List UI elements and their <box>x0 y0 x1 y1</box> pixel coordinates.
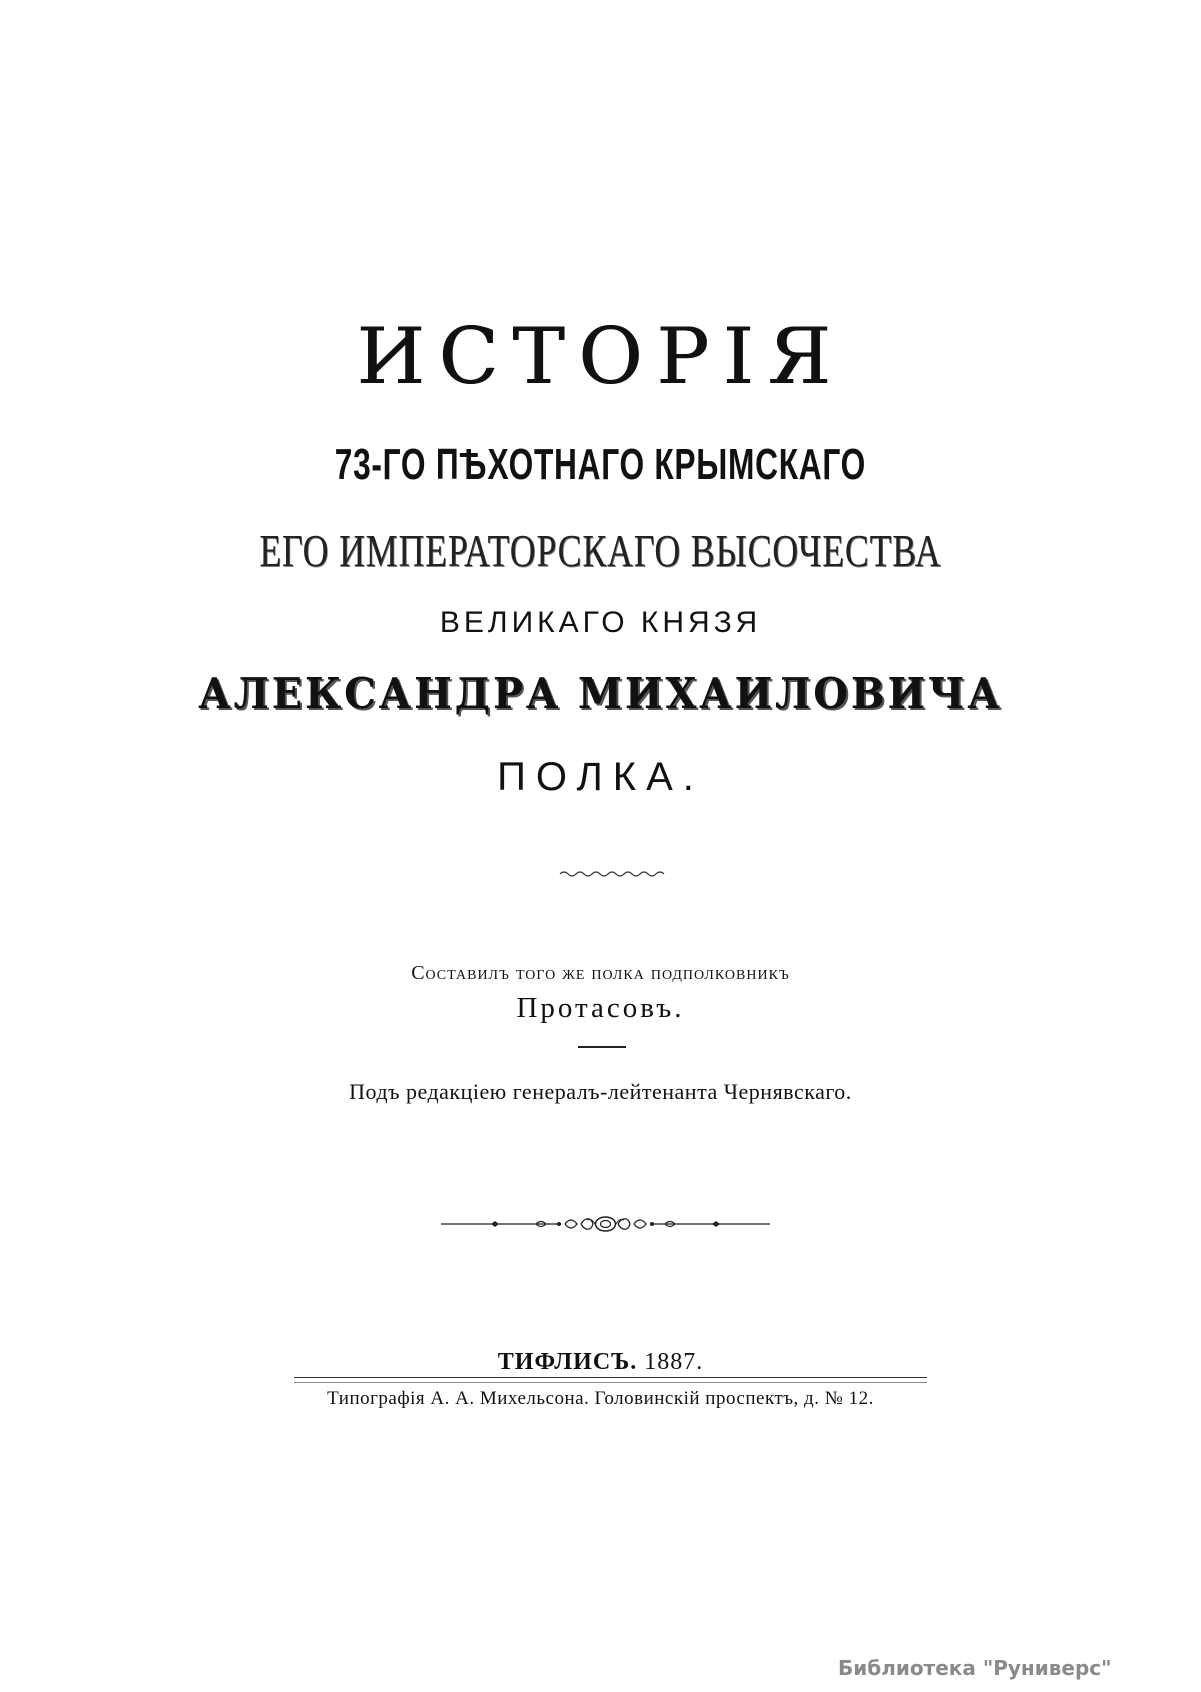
title-regiment: ПОЛКА. <box>497 755 704 799</box>
title-patron-rank: ЕГО ИМПЕРАТОРСКАГО ВЫСОЧЕСТВА <box>259 525 942 576</box>
imprint-city-year <box>0 1350 1201 1374</box>
author-name: Протасовъ. <box>516 992 685 1024</box>
small-ornament-icon <box>558 868 666 878</box>
title-grand-duke: ВЕЛИКАГО КНЯЗЯ <box>439 606 762 639</box>
author-intro: Составилъ того же полка подполковникъ <box>411 962 790 984</box>
title-main: ИСТОРІЯ <box>356 312 845 402</box>
title-patron-name: АЛЕКСАНДРА МИХАИЛОВИЧА <box>198 669 1003 718</box>
decorative-rule-icon <box>441 1214 770 1234</box>
short-divider <box>578 1046 626 1048</box>
imprint-rule <box>294 1377 927 1383</box>
imprint-year: 1887. <box>644 1349 704 1375</box>
title-regiment-number: 73-ГО ПѢХОТНАГО КРЫМСКАГО <box>334 440 866 489</box>
library-watermark: Библиотека "Руниверс" <box>838 1656 1112 1680</box>
imprint-city: ТИФЛИСЪ. <box>497 1349 638 1375</box>
printer-line: Типографія А. А. Михельсона. Головинскій проспектъ, д. № 12. <box>327 1388 874 1409</box>
editor-line: Подъ редакціею генералъ-лейтенанта Чернявскаго. <box>349 1079 852 1104</box>
